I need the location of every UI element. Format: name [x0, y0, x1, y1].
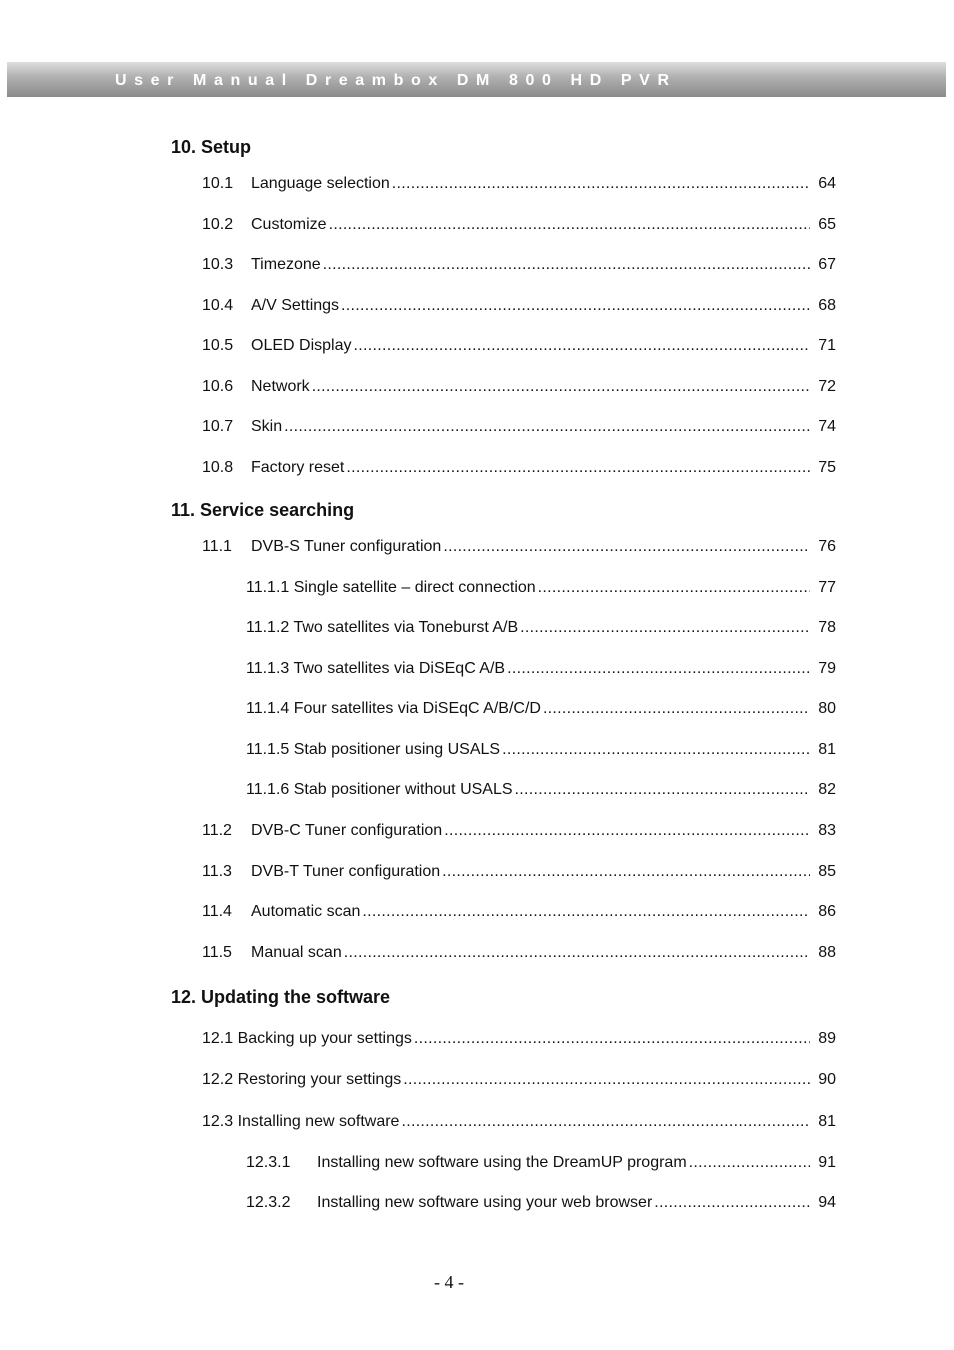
entry-page: 83 [818, 822, 836, 839]
entry-title: 12.3 Installing new software [202, 1113, 400, 1130]
toc-entry[interactable] [246, 781, 836, 803]
entry-title: Factory reset [251, 459, 345, 476]
dot-leader [689, 1154, 810, 1172]
dot-leader [502, 741, 810, 759]
dot-leader [654, 1194, 810, 1212]
entry-page: 75 [818, 459, 836, 476]
entry-page: 67 [818, 256, 836, 273]
entry-page: 91 [818, 1154, 836, 1171]
entry-page: 81 [818, 1113, 836, 1130]
entry-number: 10.7 [202, 418, 234, 435]
toc-entry[interactable] [202, 1113, 836, 1135]
toc-entry[interactable] [202, 538, 836, 560]
entry-page: 78 [818, 619, 836, 636]
page-number: - 4 - [434, 1272, 464, 1292]
dot-leader [312, 378, 810, 396]
entry-title: DVB-T Tuner configuration [251, 863, 441, 880]
entry-page: 64 [818, 175, 836, 192]
toc-entry[interactable] [246, 660, 836, 682]
entry-page: 82 [818, 781, 836, 798]
entry-page: 80 [818, 700, 836, 717]
entry-number: 11.3 [202, 863, 232, 880]
toc-entry[interactable] [246, 741, 836, 763]
document-header-title: User Manual Dreambox DM 800 HD PVR [115, 72, 677, 89]
dot-leader [538, 579, 810, 597]
entry-title: 11.1.6 Stab positioner without USALS [246, 781, 513, 798]
entry-title: OLED Display [251, 337, 352, 354]
entry-page: 94 [818, 1194, 836, 1211]
toc-entry[interactable] [202, 903, 836, 925]
toc-entry[interactable] [246, 1154, 836, 1176]
section-heading-setup: 10. Setup [171, 137, 252, 157]
entry-title: Installing new software using the DreamUP program [317, 1154, 687, 1171]
toc-entry[interactable] [202, 175, 836, 197]
toc-entry[interactable] [246, 579, 836, 601]
entry-number: 11.1 [202, 538, 232, 555]
entry-page: 76 [818, 538, 836, 555]
toc-entry[interactable] [202, 1030, 836, 1052]
section-heading-updating-software: 12. Updating the software [171, 987, 391, 1007]
toc-entry[interactable] [202, 378, 836, 400]
dot-leader [515, 781, 810, 799]
dot-leader [329, 216, 810, 234]
entry-title: 11.1.2 Two satellites via Toneburst A/B [246, 619, 519, 636]
entry-number: 11.4 [202, 903, 232, 920]
entry-page: 68 [818, 297, 836, 314]
dot-leader [444, 822, 810, 840]
entry-page: 85 [818, 863, 836, 880]
entry-number: 10.5 [202, 337, 234, 354]
entry-title: Network [251, 378, 310, 395]
entry-title: Skin [251, 418, 283, 435]
entry-page: 89 [818, 1030, 836, 1047]
dot-leader [403, 1071, 810, 1089]
entry-number: 10.8 [202, 459, 234, 476]
toc-entry[interactable] [246, 619, 836, 641]
dot-leader [507, 660, 810, 678]
toc-entry[interactable] [202, 1071, 836, 1093]
entry-page: 81 [818, 741, 836, 758]
entry-title: Language selection [251, 175, 390, 192]
dot-leader [392, 175, 810, 193]
entry-page: 79 [818, 660, 836, 677]
dot-leader [443, 538, 810, 556]
toc-entry[interactable] [202, 297, 836, 319]
entry-title: 11.1.3 Two satellites via DiSEqC A/B [246, 660, 506, 677]
toc-entry[interactable] [202, 459, 836, 481]
entry-page: 65 [818, 216, 836, 233]
entry-title: DVB-C Tuner configuration [251, 822, 443, 839]
toc-entry[interactable] [202, 863, 836, 885]
entry-page: 90 [818, 1071, 836, 1088]
toc-entry[interactable] [202, 418, 836, 440]
entry-title: Timezone [251, 256, 321, 273]
dot-leader [346, 459, 810, 477]
entry-title: A/V Settings [251, 297, 340, 314]
dot-leader [442, 863, 810, 881]
entry-title: Automatic scan [251, 903, 361, 920]
entry-page: 71 [818, 337, 836, 354]
dot-leader [344, 944, 810, 962]
dot-leader [520, 619, 810, 637]
entry-number: 10.4 [202, 297, 234, 314]
entry-number: 10.2 [202, 216, 234, 233]
dot-leader [414, 1030, 810, 1048]
entry-title: 11.1.1 Single satellite – direct connection [246, 579, 536, 596]
entry-number: 11.5 [202, 944, 232, 961]
entry-title: 12.2 Restoring your settings [202, 1071, 402, 1088]
toc-entry[interactable] [202, 216, 836, 238]
dot-leader [323, 256, 810, 274]
toc-entry[interactable] [202, 944, 836, 966]
entry-title: 11.1.5 Stab positioner using USALS [246, 741, 501, 758]
entry-number: 10.3 [202, 256, 234, 273]
entry-number: 10.1 [202, 175, 234, 192]
entry-page: 88 [818, 944, 836, 961]
dot-leader [284, 418, 810, 436]
dot-leader [401, 1113, 810, 1131]
entry-title: DVB-S Tuner configuration [251, 538, 442, 555]
entry-number: 10.6 [202, 378, 234, 395]
dot-leader [341, 297, 810, 315]
dot-leader [362, 903, 810, 921]
toc-entry[interactable] [202, 256, 836, 278]
entry-title: Manual scan [251, 944, 342, 961]
entry-title: Customize [251, 216, 327, 233]
entry-page: 74 [818, 418, 836, 435]
entry-page: 86 [818, 903, 836, 920]
toc-entry[interactable] [246, 1194, 836, 1216]
entry-title: 12.1 Backing up your settings [202, 1030, 412, 1047]
toc-entry[interactable] [202, 822, 836, 844]
toc-entry[interactable] [202, 337, 836, 359]
dot-leader [353, 337, 810, 355]
entry-title: Installing new software using your web browser [317, 1194, 653, 1211]
section-heading-service-searching: 11. Service searching [171, 500, 355, 520]
toc-entry[interactable] [246, 700, 836, 722]
entry-page: 72 [818, 378, 836, 395]
entry-number: 12.3.2 [246, 1194, 291, 1211]
entry-number: 11.2 [202, 822, 232, 839]
entry-number: 12.3.1 [246, 1154, 291, 1171]
entry-page: 77 [818, 579, 836, 596]
dot-leader [543, 700, 810, 718]
entry-title: 11.1.4 Four satellites via DiSEqC A/B/C/D [246, 700, 541, 717]
